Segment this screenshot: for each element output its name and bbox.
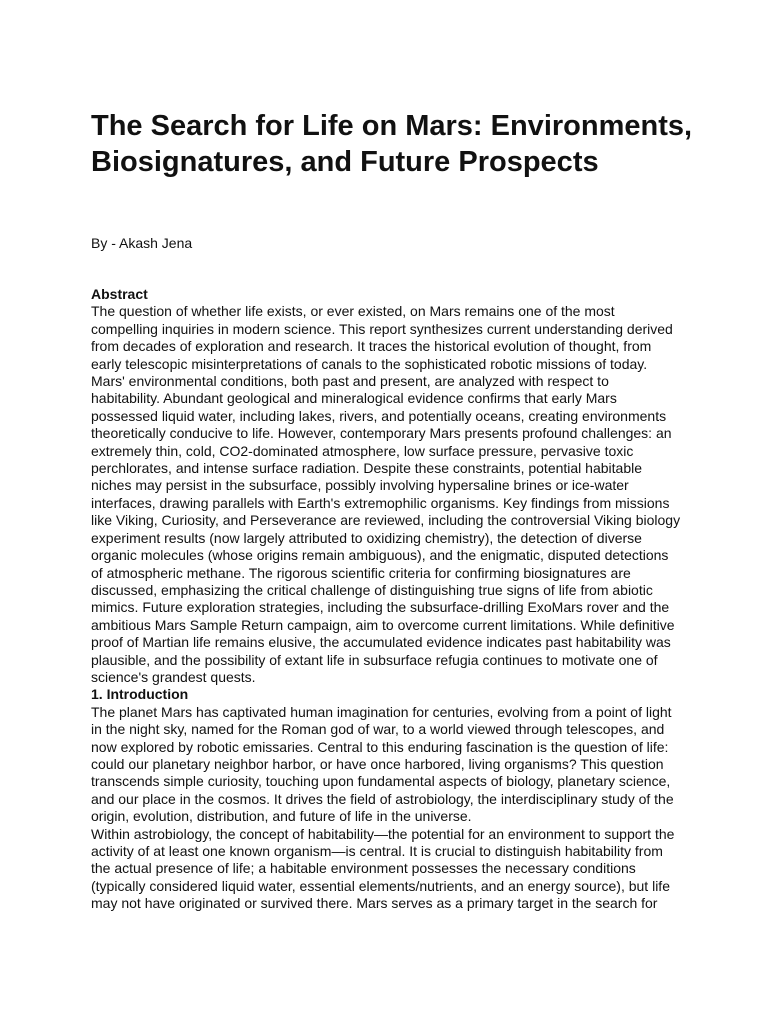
- introduction-heading: 1. Introduction: [91, 686, 189, 703]
- document-body: [91, 286, 681, 913]
- introduction-paragraph-2: Within astrobiology, the concept of habitability—the potential for an environment to support the activity of at least one known organism—is central. It is crucial to distinguish habitability from the actual presence of life; a habitable environment possesses the necessary conditions (typically considered liquid water, essential elements/nutrients, and an energy source), but life may not have originated or survived there. Mars serves as a primary target in the search for: [91, 825, 675, 912]
- author-byline: By - Akash Jena: [91, 235, 193, 251]
- abstract-paragraph: The question of whether life exists, or ever existed, on Mars remains one of the most compelling inquiries in modern science. This report synthesizes current understanding derived from decades of exploration and research. It traces the historical evolution of thought, from early telescopic misinterpretations of canals to the sophisticated robotic missions of today. Mars' environmental conditions, both past and present, are analyzed with respect to habitability. Abundant geological and mineralogical evidence confirms that early Mars possessed liquid water, including lakes, rivers, and potentially oceans, creating environments theoretically conducive to life. However, contemporary Mars presents profound challenges: an extremely thin, cold, CO2-dominated atmosphere, low surface pressure, pervasive toxic perchlorates, and intense surface radiation. Despite these constraints, potential habitable niches may persist in the subsurface, possibly involving hypersaline brines or ice-water interfaces, drawing parallels with Earth's extremophilic organisms. Key findings from missions like Viking, Curiosity, and Perseverance are reviewed, including the controversial Viking biology experiment results (now largely attributed to oxidizing chemistry), the detection of diverse organic molecules (whose origins remain ambiguous), and the enigmatic, disputed detections of atmospheric methane. The rigorous scientific criteria for confirming biosignatures are discussed, emphasizing the critical challenge of distinguishing true signs of life from abiotic mimics. Future exploration strategies, including the subsurface-drilling ExoMars rover and the ambitious Mars Sample Return campaign, aim to overcome current limitations. While definitive proof of Martian life remains elusive, the accumulated evidence indicates past habitability was plausible, and the possibility of extant life in subsurface refugia continues to motivate one of science's grandest quests.: [91, 303, 681, 685]
- abstract-heading: Abstract: [91, 286, 148, 302]
- introduction-paragraph-1: The planet Mars has captivated human imagination for centuries, evolving from a point of light in the night sky, named for the Roman god of war, to a world viewed through telescopes, and now explored by robotic emissaries. Central to this enduring fascination is the question of life: could our planetary neighbor harbor, or have once harbored, living organisms? This question transcends simple curiosity, touching upon fundamental aspects of biology, planetary science, and our place in the cosmos. It drives the field of astrobiology, the interdisciplinary study of the origin, evolution, distribution, and future of life in the universe.: [91, 703, 674, 825]
- document-title: The Search for Life on Mars: Environments, Biosignatures, and Future Prospects: [91, 110, 693, 178]
